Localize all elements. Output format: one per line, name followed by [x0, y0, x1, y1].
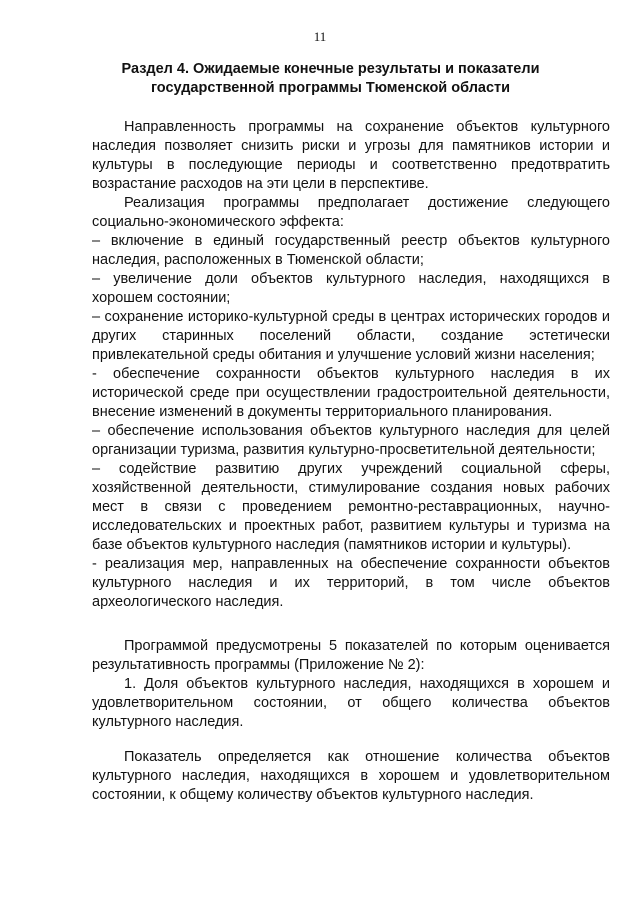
- list-item: – сохранение историко-культурной среды в центрах исторических городов и других старинных поселений области, создание эстетически привлекательной среды обитания и улучшение условий жизни населения;: [92, 309, 610, 363]
- paragraph-gap: [92, 732, 610, 748]
- paragraph-indicators-intro: Программой предусмотрены 5 показателей по которым оценивается результативность программы (Приложение № 2):: [92, 638, 610, 673]
- list-item: – обеспечение использования объектов культурного наследия для целей организации туризма, развития культурно-просветительной деятельности;: [92, 423, 610, 458]
- paragraph-implementation-effect: Реализация программы предполагает достижение следующего социально-экономического эффекта:: [92, 195, 610, 230]
- section-body: [92, 118, 610, 612]
- indicator-1-definition: Показатель определяется как отношение количества объектов культурного наследия, находящихся в хорошем и удовлетворительном состоянии, к общему количеству объектов культурного наследия.: [92, 749, 610, 803]
- list-item: - реализация мер, направленных на обеспечение сохранности объектов культурного наследия и их территорий, в том числе объектов археологического наследия.: [92, 556, 610, 610]
- list-item: – содействие развитию других учреждений социальной сферы, хозяйственной деятельности, стимулирование создания новых рабочих мест в связи с проведением ремонтно-реставрационных, научно-исследовательских и проектных работ, развитием культуры и туризма на базе объектов культурного наследия (памятников истории и культуры).: [92, 461, 610, 553]
- indicators-section: [92, 637, 610, 805]
- section-heading-line-2: государственной программы Тюменской области: [150, 80, 511, 96]
- list-item: – увеличение доли объектов культурного наследия, находящихся в хорошем состоянии;: [92, 271, 610, 306]
- section-heading: [88, 60, 573, 98]
- list-item: – включение в единый государственный реестр объектов культурного наследия, расположенных в Тюменской области;: [92, 233, 610, 268]
- list-item: - обеспечение сохранности объектов культурного наследия в их исторической среде при осуществлении градостроительной деятельности, внесение изменений в документы территориального планирования.: [92, 366, 610, 420]
- page-number: 11: [313, 29, 327, 44]
- indicator-1: 1. Доля объектов культурного наследия, находящихся в хорошем и удовлетворительном состоянии, от общего количества объектов культурного наследия.: [92, 676, 610, 730]
- section-heading-line-1: Раздел 4. Ожидаемые конечные результаты и показатели: [121, 61, 540, 77]
- paragraph-program-direction: Направленность программы на сохранение объектов культурного наследия позволяет снизить риски и угрозы для памятников истории и культуры в последующие периоды и соответственно предотвратить возрастание расходов на эти цели в перспективе.: [92, 119, 610, 192]
